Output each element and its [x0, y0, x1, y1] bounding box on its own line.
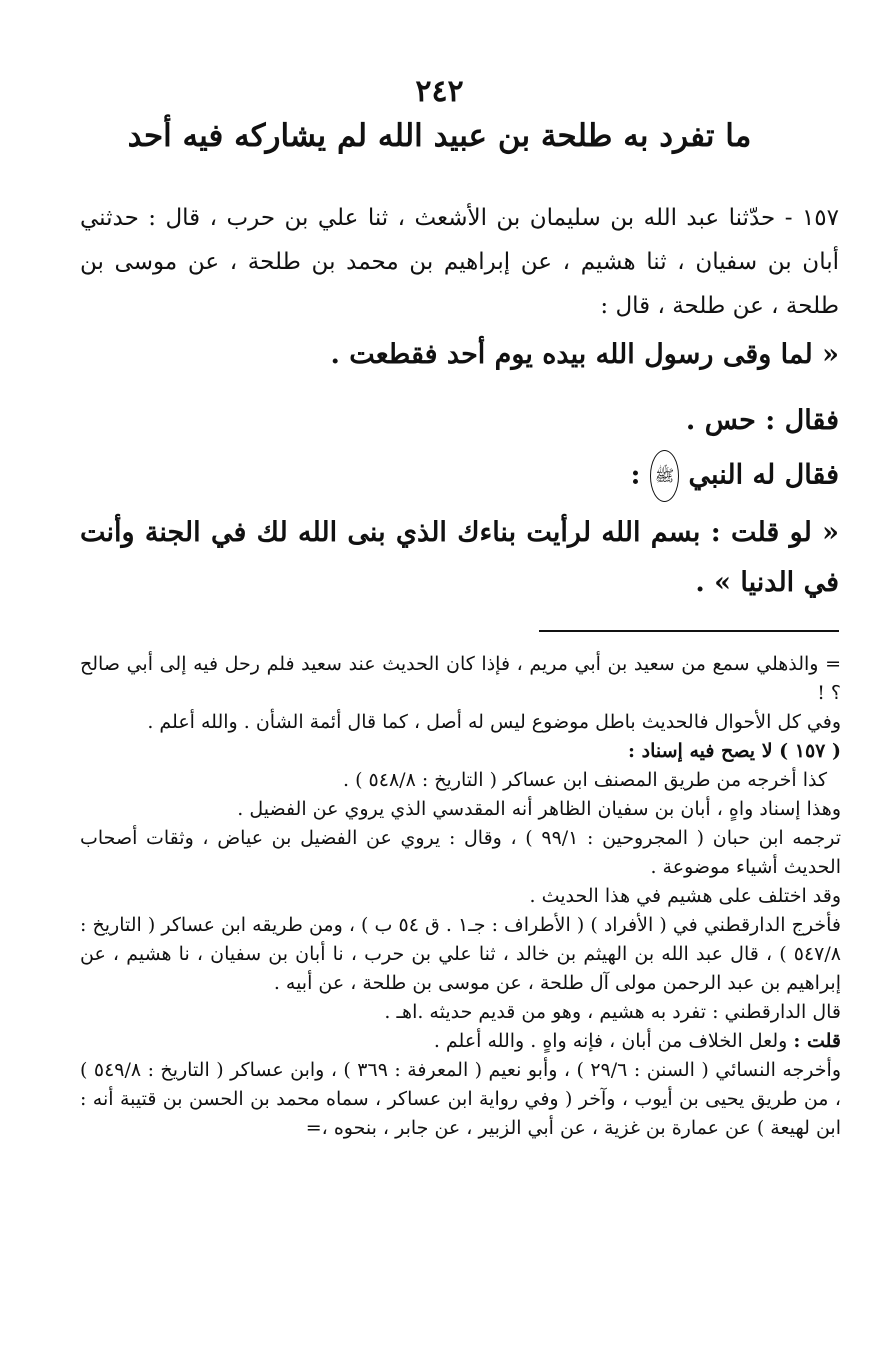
footnote-paragraph	[80, 1027, 841, 1056]
isnad-text: ١٥٧ - حدّثنا عبد الله بن سليمان بن الأشعث ، ثنا علي بن حرب ، قال : حدثني أبان بن سفيان ، ثنا هشيم ، عن إبراهيم بن محمد بن طلحة ، عن موسى بن طلحة ، عن طلحة ، قال :	[80, 205, 839, 319]
footnote-paragraph: وقد اختلف على هشيم في هذا الحديث .	[529, 885, 841, 907]
footnotes	[80, 650, 841, 1143]
footnote-paragraph: كذا أخرجه من طريق المصنف ابن عساكر ( التاريخ : ٥٤٨/٨ ) .	[343, 769, 827, 791]
matn-line-3-suffix: :	[630, 459, 641, 491]
footnote-paragraph: فأخرج الدارقطني في ( الأفراد ) ( الأطراف : جـ١ . ق ٥٤ ب ) ، ومن طريقه ابن عساكر ( التاريخ : ٥٤٧/٨ ) ، قال عبد الله بن الهيثم بن خالد ، ثنا علي بن حرب ، نا أبان بن سفيان ، نا هشيم ، عن إبراهيم بن عبد الرحمن مولى آل طلحة ، عن موسى بن طلحة ، عن أبيه .	[80, 914, 841, 994]
hadith-matn-line-1: « لما وقى رسول الله بيده يوم أحد فقطعت .	[330, 339, 839, 370]
hadith-isnad	[80, 196, 839, 328]
footnote-qultu-label: قلت :	[793, 1030, 841, 1052]
matn-line-3-prefix: فقال له النبي	[688, 459, 839, 491]
page-number: ٢٤٢	[415, 74, 464, 109]
chapter-title: ما تفرد به طلحة بن عبيد الله لم يشاركه فيه أحد	[127, 118, 752, 154]
footnote-paragraph: وأخرجه النسائي ( السنن : ٢٩/٦ ) ، وأبو نعيم ( المعرفة : ٣٦٩ ) ، وابن عساكر ( التاريخ : ٥٤٩/٨ ) ، من طريق يحيى بن أيوب ، وآخر ( وفي رواية ابن عساكر ، سماه محمد بن الحسن بن قتيبة أنه : ابن لهيعة ) عن عمارة بن غزية ، عن أبي الزبير ، عن جابر ، بنحوه ،=	[80, 1059, 841, 1139]
footnote-paragraph: ترجمه ابن حبان ( المجروحين : ٩٩/١ ) ، وقال : يروي عن الفضيل بن عياض ، وثقات أصحاب الحديث أشياء موضوعة .	[80, 827, 841, 878]
footnote-divider	[539, 630, 839, 632]
footnote-continuation: = والذهلي سمع من سعيد بن أبي مريم ، فإذا كان الحديث عند سعيد فلم رحل فيه إلى أبي صالح ؟ !	[80, 653, 841, 704]
footnote-continuation-2: وفي كل الأحوال فالحديث باطل موضوع ليس له أصل ، كما قال أئمة الشأن . والله أعلم .	[147, 711, 841, 733]
hadith-matn-line-3	[80, 450, 839, 502]
footnote-qultu-text: ولعل الخلاف من أبان ، فإنه واهٍ . والله أعلم .	[433, 1030, 788, 1052]
hadith-matn-line-4: « لو قلت : بسم الله لرأيت بناءك الذي بنى الله لك في الجنة وأنت في الدنيا » .	[80, 517, 839, 598]
footnote-paragraph: وهذا إسناد واهٍ ، أبان بن سفيان الظاهر أنه المقدسي الذي يروي عن الفضيل .	[237, 798, 841, 820]
footnote-paragraph: قال الدارقطني : تفرد به هشيم ، وهو من قديم حديثه .اهـ .	[384, 1001, 841, 1023]
footnote-heading: ( ١٥٧ ) لا يصح فيه إسناد :	[628, 740, 841, 762]
hadith-matn-line-2: فقال : حس .	[685, 405, 839, 436]
salawat-icon: ﷺ	[650, 450, 679, 502]
